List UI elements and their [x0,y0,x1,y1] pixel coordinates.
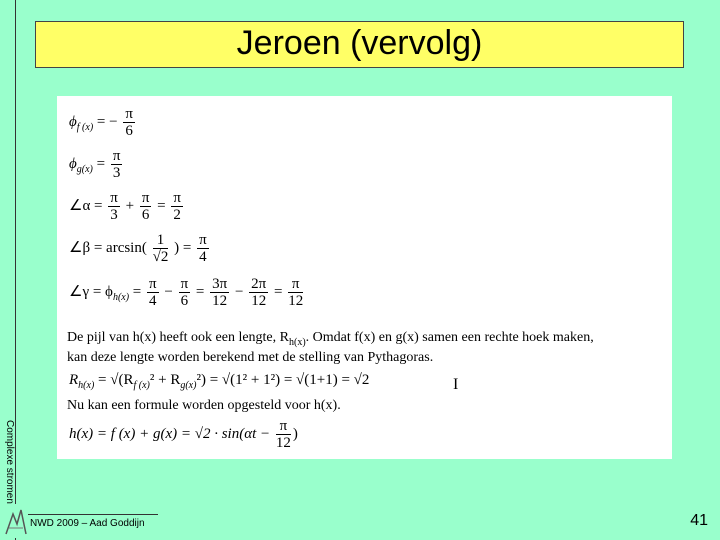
formula-h [69,418,298,451]
formula-phi-f [69,106,137,139]
equals: = [132,283,142,300]
numerator: π [110,190,118,206]
numerator: π [173,190,181,206]
denominator: 6 [125,123,133,139]
pyth-part: ²) = √(1² + 1²) = √(1+1) = √2 [196,372,370,388]
angle-alpha: ∠α = [69,197,103,214]
numerator: 2π [251,276,267,292]
fraction [249,276,268,309]
minus-sign: − [164,283,173,300]
fraction [171,190,183,223]
plus-sign: + [125,197,135,214]
h-formula: h(x) = f (x) + g(x) = √2 · sin(αt − [69,425,271,442]
numerator: π [141,190,150,206]
equals: = [96,155,106,172]
fraction [210,276,229,309]
formula-alpha [69,190,185,223]
minus-sign: − [234,283,244,300]
denominator: √2 [152,249,169,265]
fraction [111,148,123,181]
denominator: 3 [110,207,118,223]
equals: = [157,197,166,214]
subscript: h(x) [78,380,95,391]
para1-line2: kan deze lengte worden berekend met de stelling van Pythagoras. [67,350,434,365]
denominator: 12 [251,293,267,309]
slide-content-image [57,96,672,459]
side-label: Complexe stromen [4,420,15,504]
formula-phi-g [69,148,124,181]
para1-text: De pijl van h(x) heeft ook een lengte, R [67,330,289,345]
formula-pythagoras [69,372,369,391]
denominator: 12 [212,293,228,309]
denominator: 6 [141,207,150,223]
subscript: g(x) [76,163,93,175]
footer-divider [28,514,158,515]
footer-text: NWD 2009 – Aad Goddijn [30,518,145,529]
logo-icon [3,504,29,538]
fraction [288,276,303,309]
angle-beta: ∠β = arcsin( [69,239,147,256]
fraction [140,190,152,223]
angle-gamma: ∠γ = ϕ [69,283,113,300]
subscript: f (x) [76,121,94,133]
fraction [179,276,191,309]
denominator: 12 [288,293,304,309]
formula-gamma [69,276,305,309]
numerator: π [276,418,291,435]
subscript-g: g(x) [180,380,197,391]
pyth-part: = √(R [94,372,134,388]
phi-symbol: ϕ [69,113,77,130]
fraction [153,232,169,265]
r-symbol: R [69,372,79,388]
paragraph-lengte [67,330,594,365]
subscript-f: f (x) [133,380,150,391]
numerator: π [149,276,157,292]
fraction [123,106,135,139]
close-equals: ) = [174,239,192,256]
pyth-part: ² + R [149,372,181,388]
subscript: h(x) [112,291,130,303]
fraction [108,190,120,223]
denominator: 6 [180,293,189,309]
numerator: π [288,276,303,293]
para1-subscript: h(x) [288,337,306,348]
numerator: 3π [212,276,228,292]
left-border-line [15,0,16,540]
slide-title: Jeroen (vervolg) [236,24,483,62]
fraction [276,418,291,451]
numerator: π [112,148,121,164]
equals-minus: = − [96,113,118,130]
phi-symbol: ϕ [69,155,77,172]
numerator: 1 [153,232,169,249]
denominator: 2 [173,207,181,223]
page-number: 41 [690,512,708,529]
close-paren: ) [292,425,298,442]
equals: = [195,283,205,300]
numerator: π [180,276,189,292]
formula-beta [69,232,211,265]
paragraph-formule: Nu kan een formule worden opgesteld voor h(x). [67,398,341,413]
denominator: 4 [199,249,207,265]
text-cursor-icon: I [453,376,459,393]
denominator: 4 [149,293,157,309]
numerator: π [199,232,207,248]
equals: = [273,283,283,300]
fraction [147,276,159,309]
denominator: 12 [275,435,291,451]
title-bar [35,21,684,68]
fraction [197,232,209,265]
denominator: 3 [112,165,121,181]
para1-text-end: . Omdat f(x) en g(x) samen een rechte hoek maken, [305,330,594,345]
numerator: π [125,106,133,122]
